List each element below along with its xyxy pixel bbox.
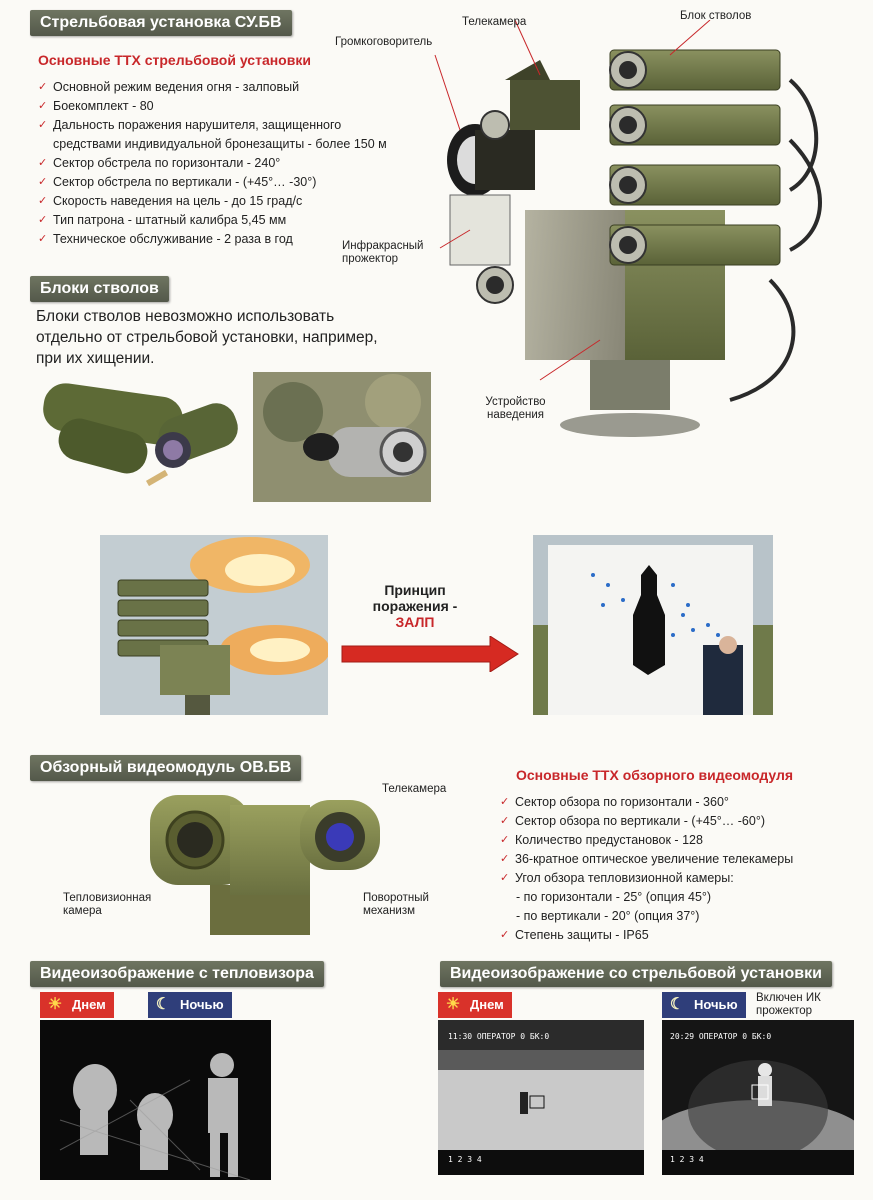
spec-item: ✓ Степень защиты - IP65 — [500, 926, 860, 945]
right-arrow-icon — [340, 636, 520, 672]
spec-item: ✓ Основной режим ведения огня - залповый — [38, 78, 398, 97]
video-module-specs-title: Основные ТТХ обзорного видеомодуля — [516, 767, 794, 783]
callout-barrel-block: Блок стволов — [680, 10, 752, 22]
section-title-firing-unit-video: Видеоизображение со стрельбовой установки — [440, 961, 832, 987]
badge-label: Днем — [72, 997, 106, 1012]
osd-header-night: 20:29 ОПЕРАТОР 0 БК:0 — [670, 1032, 772, 1041]
spec-item: ✓ Скорость наведения на цель - до 15 град/с — [38, 192, 398, 211]
firing-unit-specs-list — [38, 78, 398, 249]
firing-photo — [100, 535, 328, 715]
firing-unit-photo — [430, 20, 850, 440]
sun-icon: ☀ — [47, 996, 63, 1013]
firing-unit-specs-title: Основные ТТХ стрельбовой установки — [38, 52, 311, 68]
spec-item: ✓ Сектор обстрела по горизонтали - 240° — [38, 154, 398, 173]
target-photo — [533, 535, 773, 715]
moon-icon: ☾ — [155, 996, 171, 1013]
spec-item: ✓ Дальность поражения нарушителя, защищенного средствами индивидуальной бронезащиты - более 150 м — [38, 116, 398, 154]
barrel-blocks-text: Блоки стволов невозможно использовать отдельно от стрельбовой установки, например, при их хищении. — [36, 308, 378, 367]
principle-line-1: Принцип — [384, 582, 446, 598]
barrel-blocks-photo — [38, 370, 248, 500]
night-video-frame — [662, 1020, 854, 1175]
badge-night-firing — [662, 992, 746, 1018]
badge-night-thermal — [148, 992, 232, 1018]
principle-caption — [360, 582, 470, 630]
callout-thermal-camera: Тепловизионная камера — [63, 892, 152, 917]
spec-item: ✓ Техническое обслуживание - 2 раза в год — [38, 230, 398, 249]
principle-line-3: ЗАЛП — [395, 614, 435, 630]
callout-ir-projector: Инфракрасный прожектор — [342, 240, 424, 265]
osd-footer-day: 1 2 3 4 — [448, 1155, 482, 1164]
moon-icon: ☾ — [669, 996, 685, 1013]
badge-label: Ночью — [694, 997, 738, 1012]
callout-video-camera: Телекамера — [382, 783, 447, 795]
badge-day-firing — [438, 992, 512, 1018]
badge-label: Днем — [470, 997, 504, 1012]
spec-item: ✓ Количество предустановок - 128 — [500, 831, 860, 850]
video-module-specs-list — [500, 793, 860, 945]
spec-item: ✓ Сектор обстрела по вертикали - (+45°… -30°) — [38, 173, 398, 192]
badge-day-thermal — [40, 992, 114, 1018]
spec-item: ✓ 36-кратное оптическое увеличение телекамеры — [500, 850, 860, 869]
section-title-firing-unit: Стрельбовая установка СУ.БВ — [30, 10, 292, 36]
osd-footer-night: 1 2 3 4 — [670, 1155, 704, 1164]
spec-item: ✓ Угол обзора тепловизионной камеры: — [500, 869, 860, 888]
spec-item: ✓ Тип патрона - штатный калибра 5,45 мм — [38, 211, 398, 230]
spec-subitem: - по горизонтали - 25° (опция 45°) — [516, 890, 712, 904]
thermal-video-frame — [40, 1020, 271, 1180]
callout-camera: Телекамера — [462, 16, 527, 28]
day-video-frame — [438, 1020, 644, 1175]
badge-label: Ночью — [180, 997, 224, 1012]
callout-rotary-mechanism: Поворотный механизм — [363, 892, 429, 917]
spec-item: ✓ Сектор обзора по вертикали - (+45°… -60°) — [500, 812, 860, 831]
section-title-thermal-video: Видеоизображение с тепловизора — [30, 961, 324, 987]
osd-header-day: 11:30 ОПЕРАТОР 0 БК:0 — [448, 1032, 550, 1041]
video-module-photo — [140, 785, 390, 935]
principle-line-2: поражения - — [372, 598, 458, 614]
sun-icon: ☀ — [445, 996, 461, 1013]
spec-subitem: - по вертикали - 20° (опция 37°) — [516, 909, 700, 923]
spec-item: ✓ Сектор обзора по горизонтали - 360° — [500, 793, 860, 812]
section-title-video-module: Обзорный видеомодуль ОВ.БВ — [30, 755, 301, 781]
spec-item: ✓ Боекомплект - 80 — [38, 97, 398, 116]
section-title-barrel-blocks: Блоки стволов — [30, 276, 169, 302]
callout-speaker: Громкоговоритель — [335, 36, 433, 48]
callout-guidance-device: Устройство наведения — [485, 396, 546, 421]
barrel-hands-photo — [253, 372, 431, 502]
ir-enabled-label: Включен ИК прожектор — [756, 992, 821, 1017]
